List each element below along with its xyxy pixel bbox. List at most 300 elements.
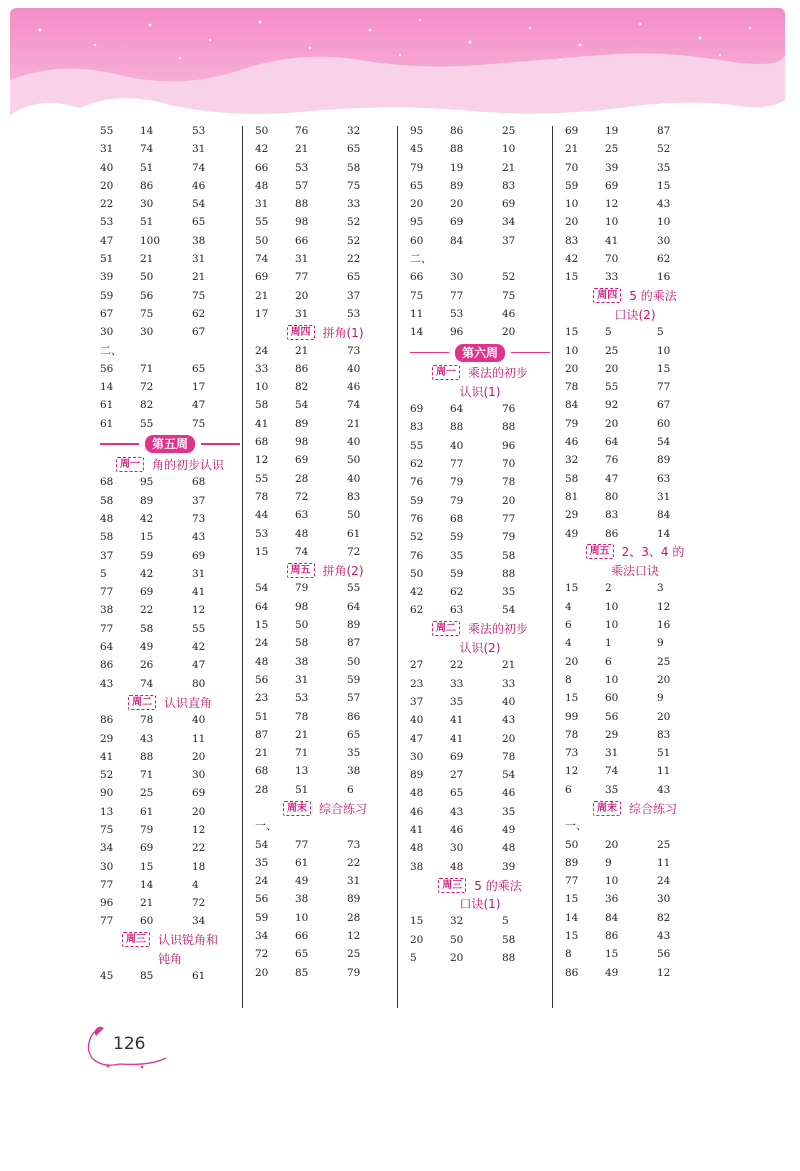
answer-value: 10: [605, 216, 619, 229]
section-heading: [410, 620, 550, 657]
answer-row: [255, 872, 395, 890]
answer-value: 25: [502, 125, 516, 137]
answer-row: [255, 634, 395, 652]
answer-value: 25: [140, 787, 154, 800]
answer-row: [100, 547, 240, 565]
answer-row: [565, 781, 705, 799]
answer-value: 15: [565, 692, 579, 705]
answer-value: 36: [605, 893, 619, 906]
answer-value: 89: [565, 856, 579, 869]
answer-value: 14: [140, 125, 154, 137]
answer-value: 75: [410, 289, 424, 302]
answer-value: 59: [347, 673, 361, 686]
answer-value: 69: [192, 549, 206, 562]
answer-value: 41: [605, 234, 619, 247]
answer-value: 14: [657, 527, 671, 540]
section-title-line: [287, 323, 364, 341]
answer-value: 67: [657, 399, 671, 412]
answer-value: 74: [140, 677, 154, 690]
answer-value: 65: [410, 179, 424, 192]
section-heading: [100, 693, 240, 711]
section-title: 综合练习: [628, 801, 677, 816]
answer-value: 69: [605, 179, 619, 192]
answer-row: [255, 159, 395, 177]
answer-row: [255, 854, 395, 872]
answer-value: 68: [255, 765, 269, 778]
answer-value: 88: [450, 143, 464, 156]
answer-value: 47: [192, 659, 206, 672]
day-tag: 周四: [593, 288, 621, 303]
section-title: 拼角(1): [322, 325, 364, 340]
answer-value: 54: [255, 582, 269, 595]
answer-value: 89: [295, 417, 309, 430]
answer-value: 28: [255, 783, 269, 796]
answer-row: [255, 781, 395, 799]
answer-value: 35: [502, 586, 516, 599]
answer-value: 77: [100, 586, 114, 599]
answer-value: 20: [657, 673, 671, 686]
answer-value: 69: [140, 586, 154, 599]
answer-value: 28: [347, 911, 361, 924]
answer-row: [100, 287, 240, 305]
answer-value: 71: [140, 362, 154, 375]
answer-value: 5: [100, 567, 107, 580]
answer-value: 84: [657, 509, 671, 522]
answer-value: 56: [140, 289, 154, 302]
answer-value: 14: [565, 911, 579, 924]
answer-value: 86: [605, 930, 619, 943]
answer-value: 25: [657, 655, 671, 668]
answer-value: 4: [565, 637, 572, 650]
answer-value: 52: [347, 234, 361, 247]
answer-value: 23: [255, 692, 269, 705]
answer-value: 20: [410, 198, 424, 211]
answer-value: 50: [450, 933, 464, 946]
day-tag: 周五: [586, 544, 614, 559]
answer-row: [410, 748, 550, 766]
answer-row: [100, 730, 240, 748]
answer-value: 11: [657, 856, 671, 869]
answer-value: 74: [295, 545, 309, 558]
answer-value: 83: [657, 728, 671, 741]
answer-value: 38: [192, 234, 206, 247]
answer-value: 76: [502, 403, 516, 416]
answer-value: 26: [140, 659, 154, 672]
answer-value: 35: [605, 783, 619, 796]
answer-row: [410, 803, 550, 821]
section-title: 钝角: [157, 951, 182, 966]
answer-value: 12: [657, 600, 671, 613]
answer-row: [410, 268, 550, 286]
answer-row: [565, 689, 705, 707]
answer-value: 38: [100, 604, 114, 617]
answer-value: 89: [450, 179, 464, 192]
answer-row: [100, 583, 240, 601]
answer-value: 61: [140, 805, 154, 818]
answer-row: [100, 415, 240, 433]
answer-value: 29: [605, 728, 619, 741]
section-heading: [255, 561, 395, 579]
week-rule: [410, 352, 449, 354]
answer-value: 41: [100, 750, 114, 763]
answer-value: 28: [295, 472, 309, 485]
answer-value: 88: [502, 952, 516, 965]
answer-value: 66: [295, 234, 309, 247]
answer-value: 5: [657, 326, 664, 339]
answer-value: 50: [255, 125, 269, 137]
answer-row: [565, 159, 705, 177]
answer-row: [565, 671, 705, 689]
answer-value: 43: [450, 805, 464, 818]
answer-value: 69: [295, 454, 309, 467]
answer-value: 86: [565, 966, 579, 979]
answer-value: 32: [450, 915, 464, 928]
week-title: 第五周: [145, 435, 195, 453]
answer-value: 6: [605, 655, 612, 668]
answer-value: 67: [100, 307, 114, 320]
answer-value: 15: [140, 531, 154, 544]
answer-value: 41: [450, 714, 464, 727]
part-label: 一、: [255, 819, 277, 833]
answer-row: [255, 543, 395, 561]
answer-value: 74: [347, 399, 361, 412]
answer-row: [565, 506, 705, 524]
page-number: 126: [113, 1034, 146, 1054]
answer-value: 30: [100, 326, 114, 339]
answer-row: [565, 250, 705, 268]
answer-value: 40: [410, 714, 424, 727]
answer-value: 60: [140, 915, 154, 928]
answer-row: [100, 912, 240, 930]
answer-row: [565, 451, 705, 469]
answer-row: [100, 803, 240, 821]
answer-row: [100, 510, 240, 528]
answer-value: 75: [140, 307, 154, 320]
answer-value: 61: [100, 417, 114, 430]
answer-value: 64: [605, 436, 619, 449]
answer-value: 35: [347, 747, 361, 760]
answer-value: 69: [502, 198, 516, 211]
answer-value: 46: [502, 787, 516, 800]
week-heading: [100, 433, 240, 455]
answer-value: 73: [347, 838, 361, 851]
answer-value: 30: [657, 893, 671, 906]
answer-value: 33: [605, 271, 619, 284]
section-heading: [100, 931, 240, 968]
answer-row: [410, 821, 550, 839]
answer-row: [255, 232, 395, 250]
answer-value: 15: [255, 619, 269, 632]
section-title: 2、3、4 的: [621, 545, 685, 560]
answer-value: 10: [255, 381, 269, 394]
answer-value: 20: [255, 966, 269, 979]
answer-value: 76: [295, 125, 309, 137]
answer-value: 78: [502, 476, 516, 489]
answer-value: 21: [140, 253, 154, 266]
answer-value: 29: [100, 732, 114, 745]
answer-value: 48: [410, 787, 424, 800]
answer-value: 54: [502, 769, 516, 782]
answer-value: 20: [657, 710, 671, 723]
answer-value: 21: [295, 728, 309, 741]
section-title: 5 的乘法: [629, 289, 677, 304]
answer-row: [255, 451, 395, 469]
answer-value: 14: [410, 326, 424, 339]
answer-value: 31: [605, 747, 619, 760]
answer-value: 68: [100, 476, 114, 489]
answer-row: [255, 305, 395, 323]
section-title: 认识(2): [459, 640, 501, 655]
answer-row: [410, 510, 550, 528]
answer-value: 78: [565, 728, 579, 741]
answer-value: 47: [605, 472, 619, 485]
answer-value: 20: [502, 494, 516, 507]
answer-value: 4: [565, 600, 572, 613]
answer-value: 62: [410, 458, 424, 471]
answer-row: [100, 839, 240, 857]
answer-value: 59: [565, 179, 579, 192]
answer-value: 21: [255, 747, 269, 760]
section-title-line: [116, 455, 224, 473]
answer-value: 10: [295, 911, 309, 924]
answer-value: 35: [255, 856, 269, 869]
answer-row: [100, 766, 240, 784]
answer-value: 50: [347, 509, 361, 522]
answer-row: [255, 360, 395, 378]
answer-value: 31: [295, 307, 309, 320]
answer-value: 41: [410, 823, 424, 836]
answer-column-4: [565, 122, 705, 982]
section-heading: [410, 876, 550, 913]
answer-row: [565, 964, 705, 982]
answer-value: 37: [502, 234, 516, 247]
answer-row: [100, 492, 240, 510]
answer-row: [565, 470, 705, 488]
answer-row: [565, 653, 705, 671]
answer-value: 50: [255, 234, 269, 247]
answer-value: 58: [347, 161, 361, 174]
answer-value: 33: [450, 677, 464, 690]
part-label: 二、: [410, 252, 432, 266]
answer-row: [255, 708, 395, 726]
answer-value: 88: [450, 421, 464, 434]
answer-value: 82: [295, 381, 309, 394]
answer-value: 19: [450, 161, 464, 174]
day-tag: 周末: [283, 801, 311, 816]
answer-row: [100, 473, 240, 491]
answer-row: [565, 177, 705, 195]
answer-value: 60: [605, 692, 619, 705]
answer-value: 1: [605, 637, 612, 650]
answer-value: 52: [657, 143, 671, 156]
answer-value: 21: [192, 271, 206, 284]
answer-value: 88: [140, 750, 154, 763]
answer-value: 46: [502, 307, 516, 320]
answer-value: 72: [140, 381, 154, 394]
answer-value: 30: [100, 860, 114, 873]
part-label: 二、: [100, 343, 122, 357]
answer-value: 83: [605, 509, 619, 522]
answer-value: 69: [450, 750, 464, 763]
answer-row: [100, 638, 240, 656]
answer-value: 79: [450, 494, 464, 507]
section-heading: [565, 799, 705, 817]
answer-value: 20: [295, 289, 309, 302]
day-tag: 周一: [116, 457, 144, 472]
answer-value: 80: [605, 490, 619, 503]
answer-value: 16: [657, 619, 671, 632]
answer-value: 33: [347, 198, 361, 211]
answer-value: 59: [450, 531, 464, 544]
answer-row: [410, 912, 550, 930]
section-title-line: [128, 693, 212, 711]
answer-value: 70: [605, 253, 619, 266]
answer-row: [255, 598, 395, 616]
answer-value: 50: [410, 567, 424, 580]
answer-value: 17: [192, 381, 206, 394]
answer-value: 40: [450, 439, 464, 452]
answer-value: 53: [295, 161, 309, 174]
answer-row: [255, 836, 395, 854]
answer-row: [565, 927, 705, 945]
answer-value: 31: [255, 198, 269, 211]
week-rule: [201, 443, 240, 445]
answer-value: 77: [100, 915, 114, 928]
answer-value: 50: [347, 454, 361, 467]
answer-value: 45: [410, 143, 424, 156]
answer-value: 20: [605, 838, 619, 851]
answer-value: 62: [657, 253, 671, 266]
answer-row: [100, 195, 240, 213]
answer-value: 9: [605, 856, 612, 869]
answer-value: 95: [410, 125, 424, 137]
section-title: 乘法的初步: [467, 366, 528, 381]
answer-value: 27: [450, 769, 464, 782]
answer-value: 21: [295, 143, 309, 156]
answer-row: [255, 342, 395, 360]
answer-row: [565, 579, 705, 597]
answer-value: 41: [255, 417, 269, 430]
answer-value: 22: [140, 604, 154, 617]
column-divider: [242, 126, 243, 1008]
answer-row: [255, 122, 395, 140]
answer-value: 52: [100, 769, 114, 782]
answer-value: 72: [347, 545, 361, 558]
answer-value: 76: [410, 512, 424, 525]
answer-value: 43: [657, 783, 671, 796]
answer-row: [410, 195, 550, 213]
answer-value: 46: [347, 381, 361, 394]
answer-column-1: [100, 122, 240, 986]
answer-row: [565, 433, 705, 451]
answer-row: [410, 565, 550, 583]
answer-value: 22: [347, 856, 361, 869]
answer-value: 84: [605, 911, 619, 924]
answer-value: 31: [192, 567, 206, 580]
answer-value: 74: [605, 765, 619, 778]
answer-row: [565, 195, 705, 213]
answer-value: 22: [347, 253, 361, 266]
answer-row: [410, 858, 550, 876]
answer-value: 71: [295, 747, 309, 760]
answer-value: 62: [192, 307, 206, 320]
answer-value: 20: [605, 362, 619, 375]
answer-value: 20: [565, 655, 579, 668]
answer-value: 98: [295, 600, 309, 613]
answer-value: 49: [565, 527, 579, 540]
answer-row: [100, 675, 240, 693]
answer-value: 77: [295, 838, 309, 851]
answer-value: 34: [502, 216, 516, 229]
answer-value: 100: [140, 234, 161, 247]
answer-value: 75: [347, 179, 361, 192]
answer-value: 66: [295, 930, 309, 943]
answer-value: 47: [100, 234, 114, 247]
answer-value: 58: [255, 399, 269, 412]
answer-value: 79: [140, 823, 154, 836]
answer-row: [100, 159, 240, 177]
answer-row: [565, 213, 705, 231]
day-tag: 周三: [122, 932, 150, 947]
answer-row: [410, 711, 550, 729]
answer-value: 96: [100, 897, 114, 910]
answer-value: 63: [657, 472, 671, 485]
answer-value: 40: [347, 362, 361, 375]
week-heading: [410, 342, 550, 364]
section-title-line: [432, 620, 528, 638]
answer-value: 34: [192, 915, 206, 928]
answer-value: 10: [605, 619, 619, 632]
answer-value: 79: [565, 417, 579, 430]
answer-value: 83: [347, 490, 361, 503]
answer-value: 20: [192, 805, 206, 818]
answer-value: 20: [100, 179, 114, 192]
answer-value: 21: [255, 289, 269, 302]
answer-value: 78: [565, 381, 579, 394]
answer-row: [410, 675, 550, 693]
answer-value: 46: [410, 805, 424, 818]
answer-value: 48: [295, 527, 309, 540]
answer-row: [410, 323, 550, 341]
answer-value: 38: [295, 655, 309, 668]
answer-value: 23: [410, 677, 424, 690]
answer-value: 83: [565, 234, 579, 247]
answer-value: 88: [502, 421, 516, 434]
answer-row: [410, 730, 550, 748]
answer-value: 20: [450, 198, 464, 211]
answer-value: 24: [255, 344, 269, 357]
answer-row: [410, 437, 550, 455]
answer-value: 89: [347, 893, 361, 906]
answer-value: 12: [347, 930, 361, 943]
answer-value: 59: [410, 494, 424, 507]
answer-row: [565, 836, 705, 854]
answer-value: 58: [565, 472, 579, 485]
section-title: 乘法的初步: [467, 622, 528, 637]
answer-row: [100, 305, 240, 323]
answer-value: 31: [657, 490, 671, 503]
answer-value: 43: [140, 732, 154, 745]
answer-value: 66: [255, 161, 269, 174]
answer-row: [565, 415, 705, 433]
answer-value: 62: [450, 586, 464, 599]
answer-value: 85: [140, 970, 154, 983]
answer-value: 10: [657, 216, 671, 229]
answer-value: 86: [100, 714, 114, 727]
answer-value: 75: [192, 289, 206, 302]
answer-value: 41: [192, 586, 206, 599]
answer-value: 15: [565, 326, 579, 339]
